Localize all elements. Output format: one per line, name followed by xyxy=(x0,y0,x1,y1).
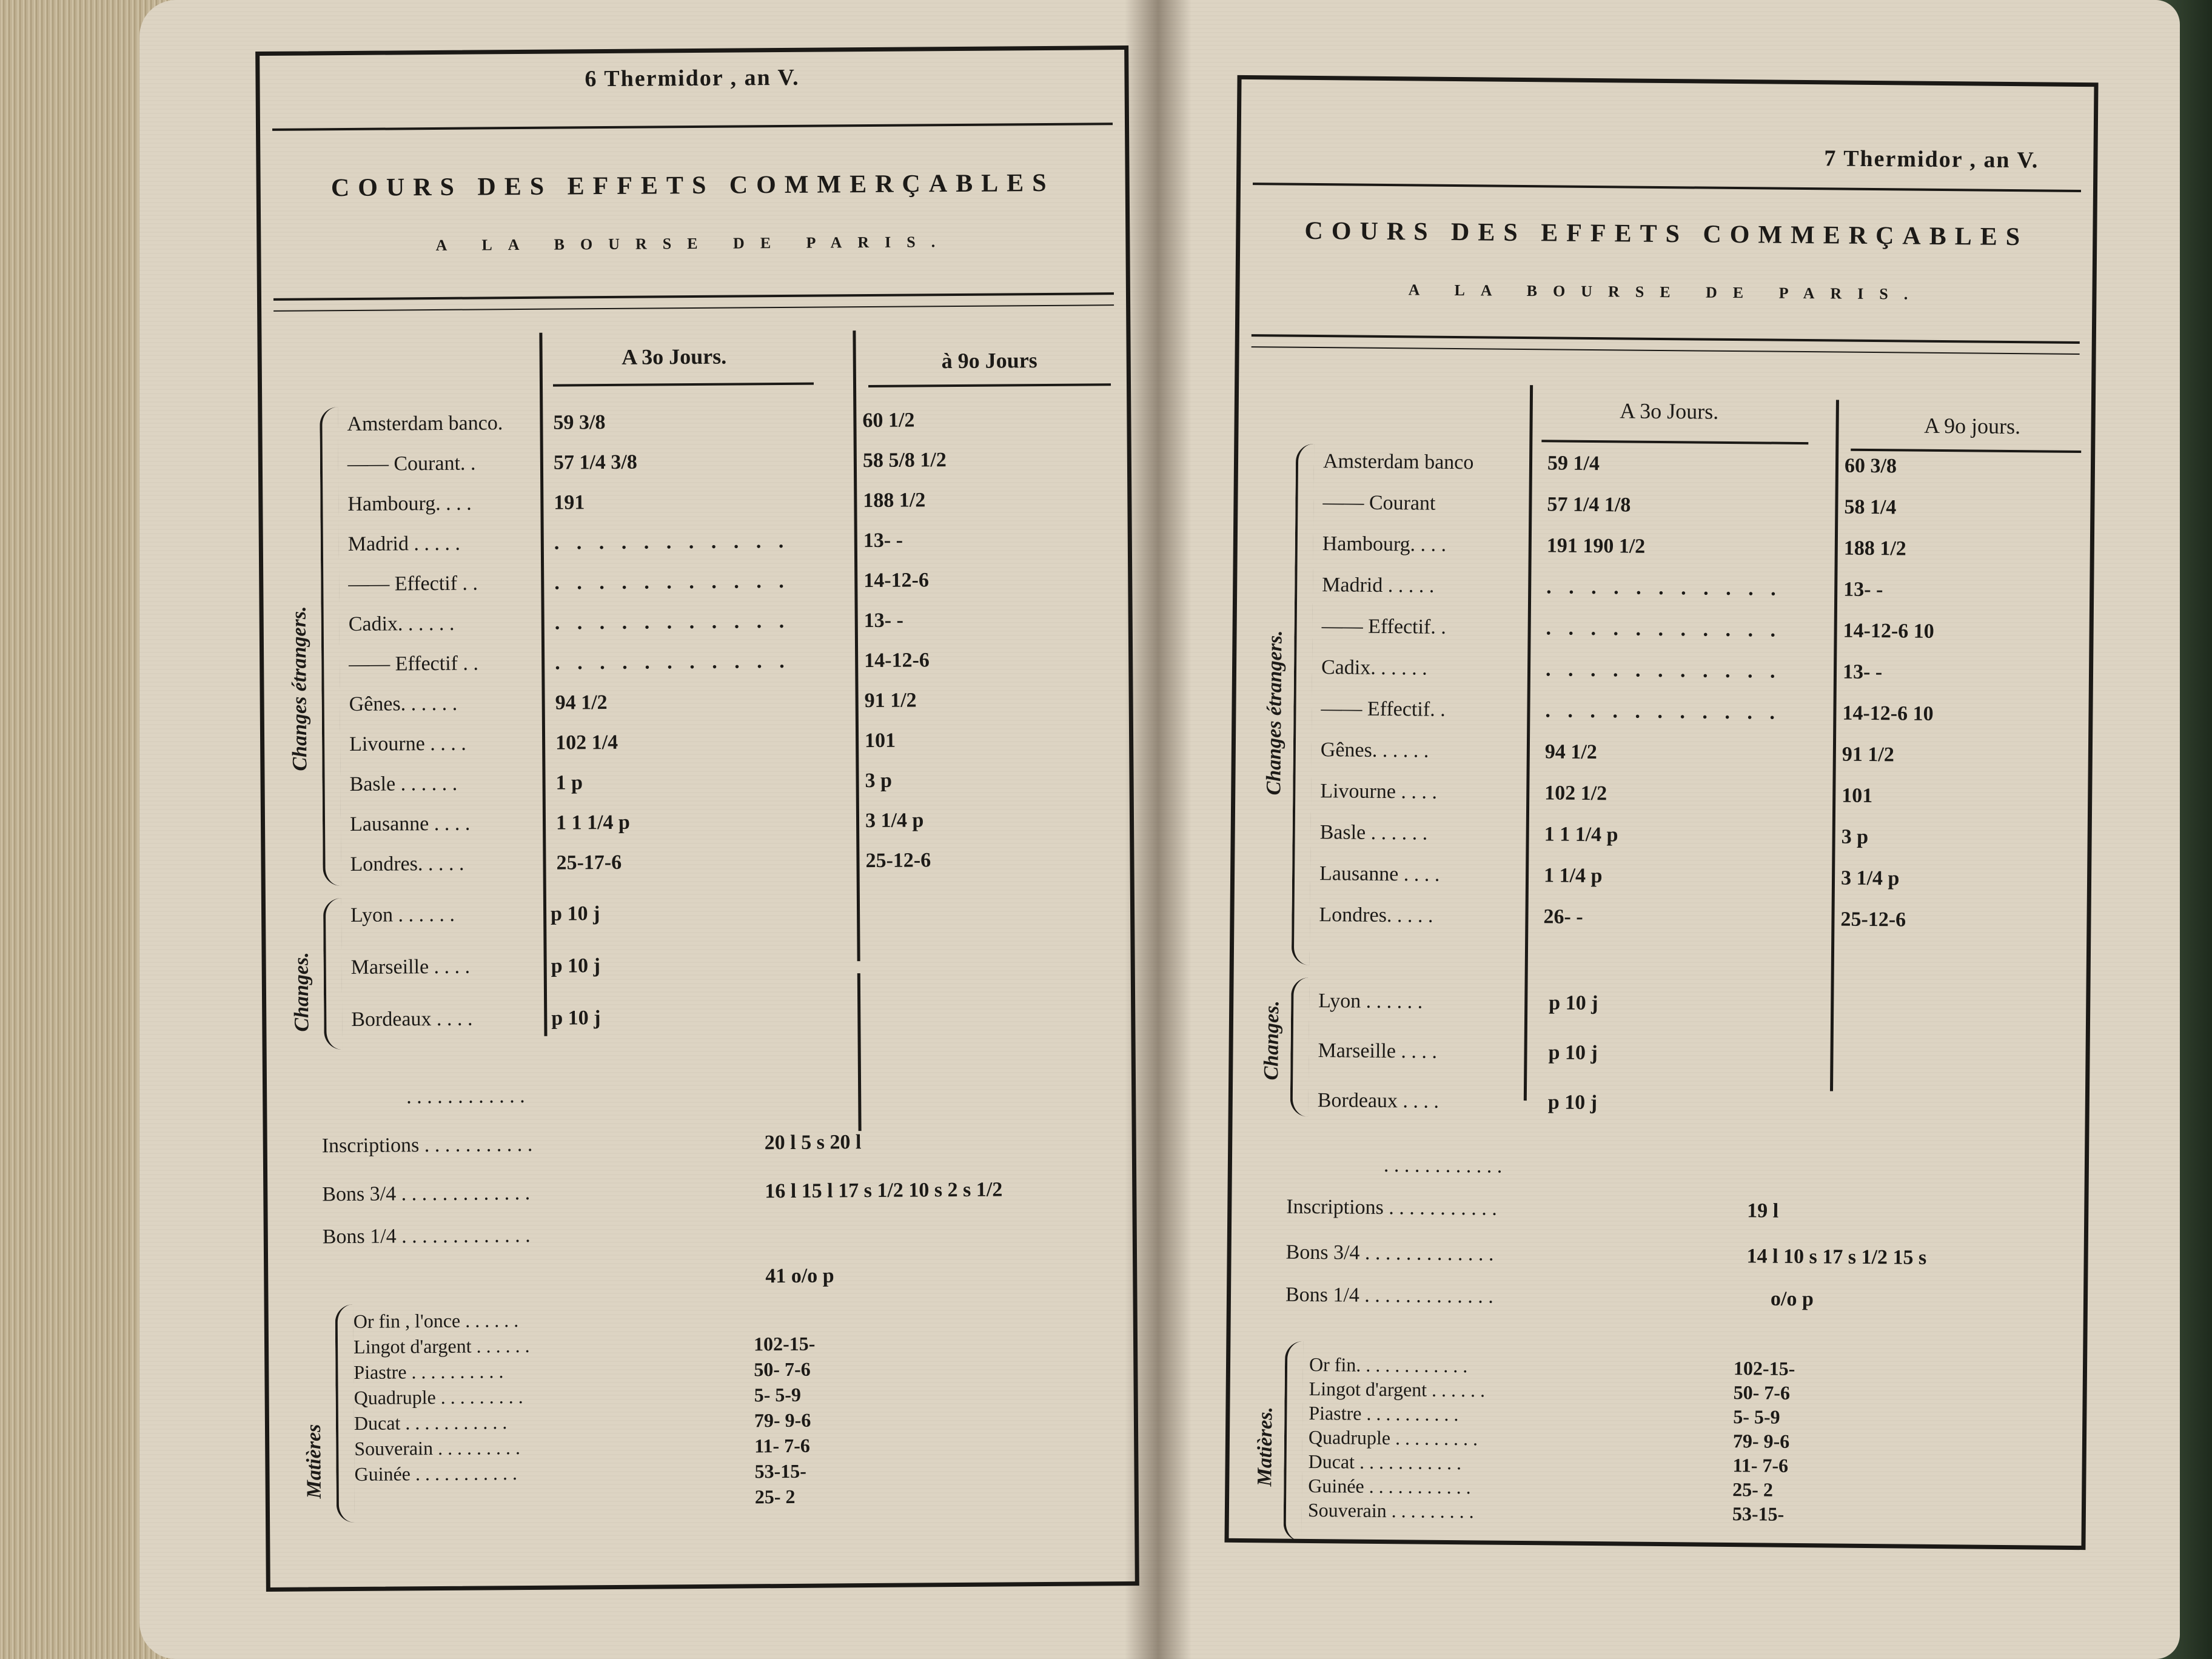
row-label: Amsterdam banco. xyxy=(347,412,503,436)
row-label: Cadix. . . . . . xyxy=(1321,656,1427,680)
matiere-label: Piastre . . . . . . . . . . xyxy=(354,1360,504,1383)
matiere-label: Quadruple . . . . . . . . . xyxy=(1308,1426,1478,1450)
brace xyxy=(335,1304,355,1523)
value-30-days: . . . . . . . . . . . xyxy=(1546,575,1782,600)
col-header-90: A 9o jours. xyxy=(1923,413,2021,439)
exchange-row xyxy=(349,608,1137,640)
title-rule xyxy=(1252,334,2080,344)
value-30-days: 59 3/8 xyxy=(553,411,606,434)
value-30-days: 1 1 1/4 p xyxy=(555,811,631,834)
value-30-days: 191 xyxy=(554,491,585,514)
matiere-value: 50- 7-6 xyxy=(1733,1381,1791,1404)
exchange-row xyxy=(349,728,1138,760)
value-30-days: 94 1/2 xyxy=(555,691,608,714)
matiere-value: 11- 7-6 xyxy=(1732,1454,1789,1476)
value-90-days: 91 1/2 xyxy=(1842,743,1894,766)
value-90-days: 3 p xyxy=(865,769,893,793)
value-30-days: 1 1/4 p xyxy=(1543,864,1603,888)
group-label: Matières xyxy=(302,1424,326,1499)
exchange-row xyxy=(1318,1039,2106,1073)
matiere-value: 50- 7-6 xyxy=(754,1358,811,1381)
value-90-days: 14-12-6 10 xyxy=(1843,619,1934,643)
value-90-days: 14-12-6 10 xyxy=(1842,702,1934,725)
matiere-value: 102-15- xyxy=(1733,1357,1795,1379)
bons-1-4-row xyxy=(323,1220,1111,1248)
exchange-row xyxy=(351,1003,1139,1035)
matiere-label: Souverain . . . . . . . . . xyxy=(354,1436,521,1460)
row-label: Basle . . . . . . xyxy=(349,772,458,796)
value-90-days: 101 xyxy=(1842,784,1873,808)
exchange-row xyxy=(1319,821,2108,854)
exchange-row xyxy=(1321,697,2109,731)
value-30-days: p 10 j xyxy=(1547,1091,1598,1114)
bons-3-4-row xyxy=(1285,1241,2074,1271)
row-label: Bordeaux . . . . xyxy=(1317,1089,1439,1113)
inscriptions-row xyxy=(1286,1196,2074,1225)
matiere-row xyxy=(1309,1353,1976,1382)
value-90-days: 13- - xyxy=(863,609,904,632)
value-30-days: 25-17-6 xyxy=(556,851,622,874)
matiere-label: Souverain . . . . . . . . . xyxy=(1307,1498,1474,1523)
exchange-row xyxy=(347,447,1136,480)
matiere-row xyxy=(1308,1450,1975,1479)
matiere-value: 53-15- xyxy=(1732,1503,1785,1525)
value-30-days: 57 1/4 1/8 xyxy=(1547,493,1631,517)
matiere-value: 79- 9-6 xyxy=(754,1409,811,1432)
value-90-days: 13- - xyxy=(1843,578,1883,602)
value-30-days: 1 p xyxy=(555,771,583,794)
bons-1-4-value-text: 41 o/o p xyxy=(765,1264,834,1288)
col-header-rule xyxy=(1851,449,2081,453)
value-30-days: . . . . . . . . . . . xyxy=(554,529,790,554)
row-label: Amsterdam banco xyxy=(1322,450,1474,474)
exchange-row xyxy=(347,407,1135,440)
exchange-row xyxy=(1319,903,2107,937)
page-subtitle: A LA BOURSE DE PARIS. xyxy=(435,233,951,254)
value-90-days: 14-12-6 xyxy=(863,569,930,592)
exchange-row xyxy=(348,568,1136,600)
matiere-label: Or fin. . . . . . . . . . . . xyxy=(1309,1353,1468,1377)
matiere-value: 102-15- xyxy=(753,1332,816,1355)
bons-1-4-row xyxy=(1285,1284,2074,1313)
exchange-row xyxy=(349,648,1137,680)
matiere-label: Or fin , l'once . . . . . . xyxy=(353,1309,519,1332)
value-90-days: 13- - xyxy=(1842,660,1883,684)
value-30-days: 191 190 1/2 xyxy=(1546,534,1646,558)
exchange-row xyxy=(350,848,1138,880)
exchange-row xyxy=(349,688,1138,720)
matiere-row xyxy=(354,1407,1021,1435)
value-30-days: . . . . . . . . . . . xyxy=(555,649,791,674)
value-30-days: . . . . . . . . . . . xyxy=(1546,617,1782,642)
row-label: Lausanne . . . . xyxy=(1319,862,1440,886)
matiere-value: 25- 2 xyxy=(1732,1478,1774,1501)
title-rule xyxy=(273,292,1114,301)
matiere-row xyxy=(354,1433,1021,1460)
matiere-value: 5- 5-9 xyxy=(1733,1406,1780,1428)
row-label: —— Courant. . xyxy=(347,452,476,476)
column-divider xyxy=(857,973,862,1131)
value-30-days: 57 1/4 3/8 xyxy=(553,451,637,474)
matiere-row xyxy=(354,1356,1021,1384)
col-header-rule xyxy=(868,383,1111,387)
value-90-days: 58 5/8 1/2 xyxy=(862,449,947,472)
inscriptions-value: 19 l xyxy=(1747,1199,1779,1222)
running-head: 7 Thermidor , an V. xyxy=(1824,146,2039,173)
row-label: —— Effectif . . xyxy=(348,572,478,596)
row-label: Hambourg. . . . xyxy=(347,492,472,516)
exchange-row xyxy=(1321,739,2109,772)
exchange-row xyxy=(351,951,1139,983)
matiere-value: 53-15- xyxy=(754,1460,806,1483)
col-header-90: à 9o Jours xyxy=(941,348,1037,374)
row-label: —— Effectif. . xyxy=(1321,697,1446,721)
matiere-row xyxy=(1309,1426,1976,1455)
row-label: Marseille . . . . xyxy=(1318,1039,1438,1063)
value-90-days: 58 1/4 xyxy=(1844,495,1897,519)
bons-1-4-label: Bons 1/4 . . . . . . . . . . . . . xyxy=(322,1224,531,1248)
title-rule-thin xyxy=(273,304,1114,312)
row-label: Lyon . . . . . . xyxy=(1318,990,1423,1013)
matiere-label: Ducat . . . . . . . . . . . xyxy=(1308,1450,1462,1474)
value-90-days: 188 1/2 xyxy=(1843,537,1906,560)
left-page-frame xyxy=(255,45,1139,1592)
bons-3-4-label: Bons 3/4 . . . . . . . . . . . . . xyxy=(1285,1241,1494,1265)
matiere-row xyxy=(1309,1378,1976,1406)
value-90-days: 3 1/4 p xyxy=(1840,866,1900,890)
value-90-days: 3 1/4 p xyxy=(865,809,924,833)
header-rule xyxy=(272,122,1113,131)
exchange-row xyxy=(1318,1089,2106,1122)
matiere-row xyxy=(354,1331,1021,1358)
right-page-frame xyxy=(1224,75,2098,1550)
group-label: Matières. xyxy=(1253,1406,1277,1487)
value-90-days: 60 3/8 xyxy=(1844,454,1897,478)
matiere-label: Ducat . . . . . . . . . . . xyxy=(354,1411,508,1434)
brace xyxy=(323,898,343,1050)
exchange-row xyxy=(1323,450,2111,483)
matiere-value: 11- 7-6 xyxy=(754,1434,810,1457)
value-30-days: . . . . . . . . . . . xyxy=(554,569,790,594)
row-label: Lausanne . . . . xyxy=(349,812,471,836)
row-label: Basle . . . . . . xyxy=(1319,821,1428,845)
matiere-label: Lingot d'argent . . . . . . xyxy=(353,1334,530,1358)
inscriptions-label: Inscriptions . . . . . . . . . . . xyxy=(1286,1195,1497,1220)
page-subtitle: A LA BOURSE DE PARIS. xyxy=(1408,281,1924,303)
value-30-days: . . . . . . . . . . . xyxy=(1545,658,1781,683)
value-30-days: p 10 j xyxy=(1548,1041,1598,1065)
brace xyxy=(1283,1341,1303,1541)
group-label: Changes étrangers. xyxy=(287,606,312,771)
row-label: —— Courant xyxy=(1322,491,1436,515)
exchange-row xyxy=(1319,862,2108,896)
matiere-label: Guinée . . . . . . . . . . . xyxy=(354,1462,518,1485)
value-30-days: p 10 j xyxy=(551,954,601,977)
col-header-30: A 3o Jours. xyxy=(622,344,727,369)
exchange-row xyxy=(349,768,1138,800)
brace xyxy=(1290,977,1310,1117)
value-30-days: 102 1/2 xyxy=(1544,782,1607,805)
exchange-row xyxy=(350,899,1139,931)
inscriptions-row xyxy=(322,1129,1110,1158)
row-label: Madrid . . . . . xyxy=(347,532,461,556)
row-label: Marseille . . . . xyxy=(350,955,471,979)
value-90-days: 188 1/2 xyxy=(863,489,926,512)
exchange-row xyxy=(1321,615,2110,648)
exchange-row xyxy=(347,488,1136,520)
matiere-label: Piastre . . . . . . . . . . xyxy=(1309,1401,1459,1426)
dot-separator: . . . . . . . . . . . . xyxy=(406,1084,525,1108)
value-30-days: 59 1/4 xyxy=(1547,452,1600,475)
value-30-days: 102 1/4 xyxy=(555,731,618,754)
col-header-rule xyxy=(1541,440,1808,444)
row-label: Madrid . . . . . xyxy=(1322,574,1435,597)
row-label: —— Effectif. . xyxy=(1321,615,1447,638)
exchange-row xyxy=(1322,574,2110,607)
col-header-30: A 3o Jours. xyxy=(1620,398,1719,424)
row-label: Cadix. . . . . . xyxy=(348,612,455,636)
value-90-days: 91 1/2 xyxy=(864,689,917,712)
header-rule xyxy=(1253,183,2081,192)
exchange-row xyxy=(1322,532,2111,566)
running-head: 6 Thermidor , an V. xyxy=(585,64,800,92)
value-90-days: 25-12-6 xyxy=(865,849,931,873)
bons-1-4-label: Bons 1/4 . . . . . . . . . . . . . xyxy=(1285,1283,1494,1308)
value-30-days: 26- - xyxy=(1543,905,1583,928)
row-label: Gênes. . . . . . xyxy=(1320,739,1429,762)
matiere-row xyxy=(1309,1402,1976,1430)
matiere-row xyxy=(1308,1499,1975,1527)
row-label: Bordeaux . . . . xyxy=(351,1007,473,1031)
group-label: Changes. xyxy=(290,952,313,1032)
row-label: Hambourg. . . . xyxy=(1322,532,1447,556)
matiere-row xyxy=(354,1458,1021,1486)
value-30-days: 1 1 1/4 p xyxy=(1544,823,1618,846)
dot-separator: . . . . . . . . . . . . xyxy=(1383,1154,1503,1178)
value-30-days: p 10 j xyxy=(550,902,600,925)
value-90-days: 101 xyxy=(864,729,896,752)
page-title: COURS DES EFFETS COMMERÇABLES xyxy=(330,169,1055,203)
matiere-label: Quadruple . . . . . . . . . xyxy=(354,1386,523,1409)
matiere-row xyxy=(1308,1475,1975,1503)
matiere-value: 5- 5-9 xyxy=(754,1383,802,1406)
row-label: Londres. . . . . xyxy=(350,852,464,876)
inscriptions-label: Inscriptions . . . . . . . . . . . xyxy=(321,1133,533,1158)
title-rule-thin xyxy=(1252,346,2080,355)
value-90-days: 14-12-6 xyxy=(864,649,930,672)
matiere-row xyxy=(354,1382,1021,1409)
bons-3-4-value: 16 l 15 l 17 s 1/2 10 s 2 s 1/2 xyxy=(765,1178,1003,1203)
bons-3-4-label: Bons 3/4 . . . . . . . . . . . . . xyxy=(322,1181,531,1206)
matiere-value: 79- 9-6 xyxy=(1732,1430,1790,1452)
value-30-days: p 10 j xyxy=(551,1007,601,1030)
row-label: Livourne . . . . xyxy=(1320,780,1438,803)
matiere-label: Lingot d'argent . . . . . . xyxy=(1309,1377,1486,1401)
row-label: Gênes. . . . . . xyxy=(349,692,458,716)
row-label: Lyon . . . . . . xyxy=(350,903,455,927)
value-90-days: 13- - xyxy=(863,529,903,552)
value-30-days: . . . . . . . . . . . xyxy=(1545,699,1781,724)
bons-3-4-row xyxy=(322,1178,1110,1206)
brace xyxy=(1292,444,1315,965)
value-30-days: 94 1/2 xyxy=(1544,740,1597,764)
value-30-days: . . . . . . . . . . . xyxy=(554,609,791,634)
exchange-row xyxy=(1320,780,2108,813)
inscriptions-value: 20 l 5 s 20 l xyxy=(764,1131,862,1155)
group-label: Changes. xyxy=(1260,1000,1284,1081)
page-title: COURS DES EFFETS COMMERÇABLES xyxy=(1304,216,2029,252)
exchange-row xyxy=(1322,491,2111,525)
value-90-days: 25-12-6 xyxy=(1840,908,1906,931)
matiere-value: 25- 2 xyxy=(754,1485,796,1508)
matiere-label: Guinée . . . . . . . . . . . xyxy=(1308,1474,1471,1498)
row-label: —— Effectif . . xyxy=(349,652,479,676)
bons-1-4-value: o/o p xyxy=(1770,1287,1814,1311)
brace xyxy=(320,407,341,886)
bons-3-4-value: 14 l 10 s 17 s 1/2 15 s xyxy=(1746,1245,1927,1269)
row-label: Londres. . . . . xyxy=(1319,903,1433,927)
exchange-row xyxy=(1321,656,2110,689)
group-label: Changes étrangers. xyxy=(1262,630,1287,796)
value-90-days: 60 1/2 xyxy=(862,409,915,432)
col-header-rule xyxy=(553,383,814,387)
matiere-row xyxy=(354,1305,1021,1333)
exchange-row xyxy=(350,808,1138,840)
exchange-row xyxy=(1318,990,2106,1023)
exchange-row xyxy=(348,528,1136,560)
value-30-days: p 10 j xyxy=(1549,991,1598,1015)
row-label: Livourne . . . . xyxy=(349,732,466,756)
value-90-days: 3 p xyxy=(1841,825,1869,848)
